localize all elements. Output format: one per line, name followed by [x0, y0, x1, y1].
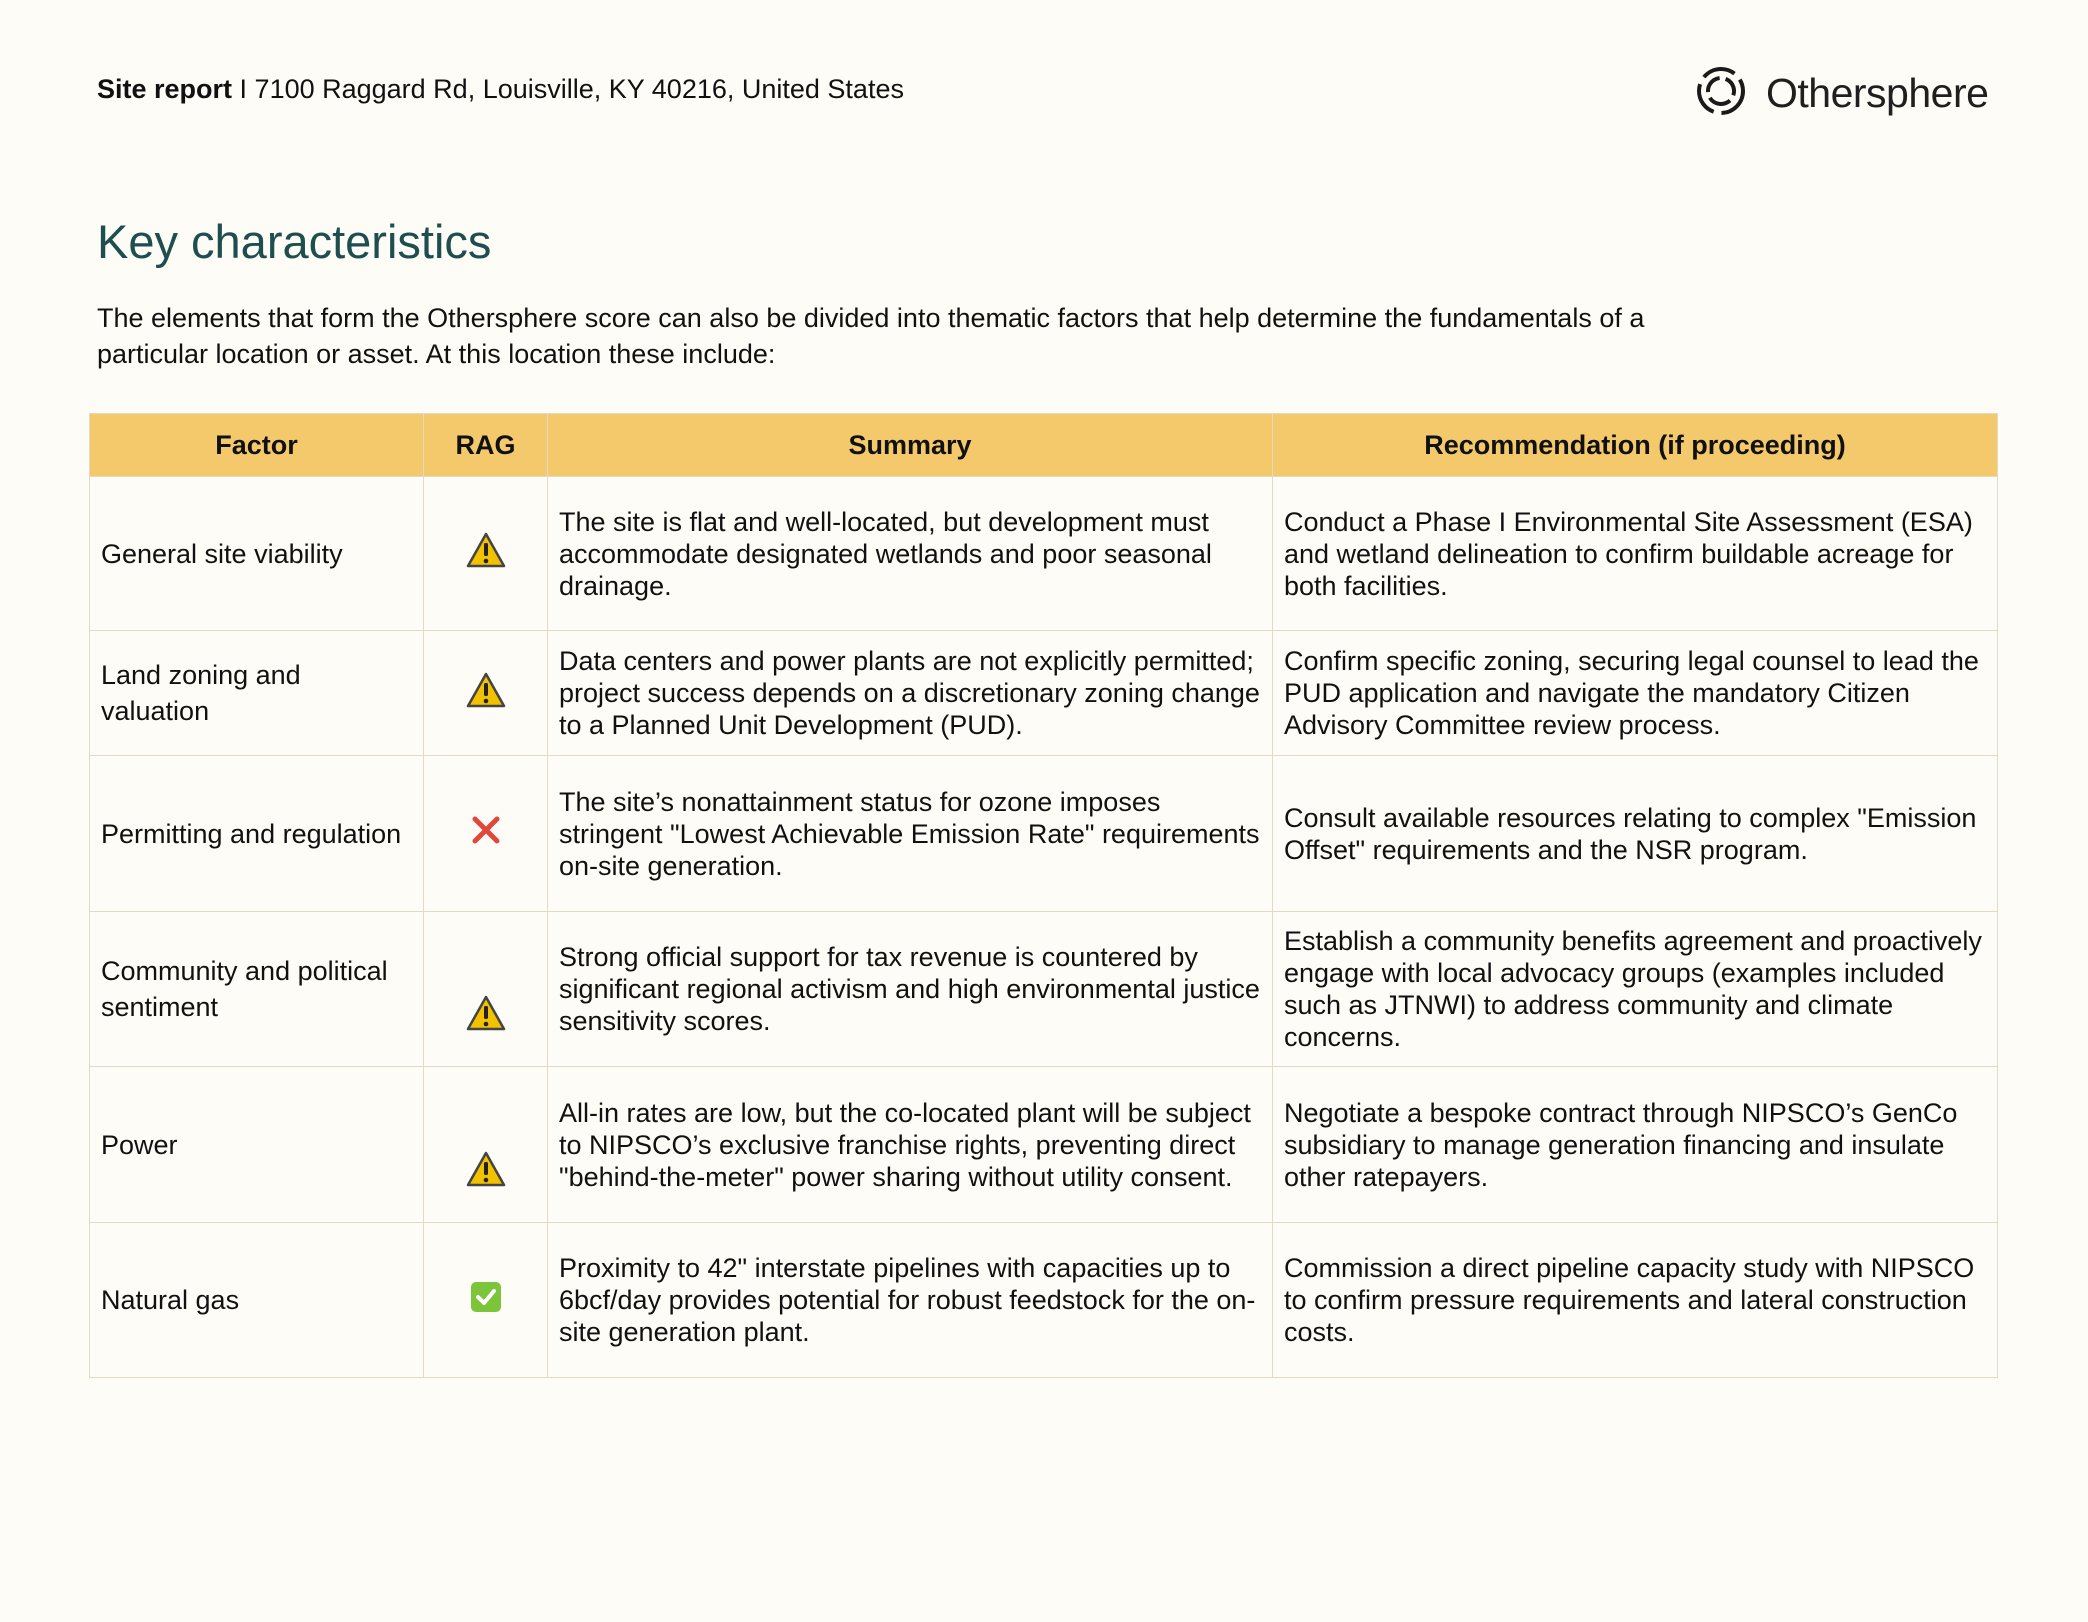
othersphere-logo-icon — [1692, 62, 1750, 125]
site-address: 7100 Raggard Rd, Louisville, KY 40216, United States — [254, 74, 904, 104]
factor-cell: Permitting and regulation — [90, 756, 424, 912]
table-row — [90, 631, 1998, 756]
factor-cell: General site viability — [90, 477, 424, 631]
table-row — [90, 756, 1998, 912]
summary-cell: Data centers and power plants are not explicitly permitted; project success depends on a discretionary zoning change to a Planned Unit Development (PUD). — [548, 631, 1273, 756]
report-label: Site report — [97, 74, 233, 104]
header-rag: RAG — [424, 414, 548, 477]
table-row — [90, 1067, 1998, 1223]
table-row — [90, 477, 1998, 631]
intro-paragraph: The elements that form the Othersphere score can also be divided into thematic factors that help determine the fundamentals of a particular location or asset. At this location these include: — [97, 303, 1645, 369]
header-summary: Summary — [548, 414, 1273, 477]
header-recommendation: Recommendation (if proceeding) — [1273, 414, 1998, 477]
recommendation-cell: Consult available resources relating to complex "Emission Offset" requirements and the NSR program. — [1273, 756, 1998, 912]
summary-cell: All-in rates are low, but the co-located plant will be subject to NIPSCO’s exclusive franchise rights, preventing direct "behind-the-meter" power sharing without utility consent. — [548, 1067, 1273, 1223]
summary-cell: Strong official support for tax revenue is countered by significant regional activism and high environmental justice sensitivity scores. — [548, 912, 1273, 1067]
table-row — [90, 912, 1998, 1067]
report-header — [97, 74, 904, 105]
factor-cell: Natural gas — [90, 1223, 424, 1378]
check-icon — [470, 1281, 502, 1320]
factor-cell: Land zoning and valuation — [90, 631, 424, 756]
rag-cell — [424, 477, 548, 631]
warning-icon — [466, 1151, 506, 1194]
recommendation-cell: Commission a direct pipeline capacity study with NIPSCO to confirm pressure requirements and lateral construction costs. — [1273, 1223, 1998, 1378]
header-separator: I — [232, 74, 255, 104]
factor-cell: Community and political sentiment — [90, 912, 424, 1067]
factor-cell: Power — [90, 1067, 424, 1223]
recommendation-cell: Negotiate a bespoke contract through NIPSCO’s GenCo subsidiary to manage generation financing and insulate other ratepayers. — [1273, 1067, 1998, 1223]
warning-icon — [466, 672, 506, 715]
summary-cell: The site is flat and well-located, but development must accommodate designated wetlands and poor seasonal drainage. — [548, 477, 1273, 631]
page-title: Key characteristics — [97, 215, 492, 268]
othersphere-logo — [1692, 62, 1988, 125]
warning-icon — [466, 995, 506, 1038]
rag-cell — [424, 1223, 548, 1378]
logo-wordmark: Othersphere — [1766, 70, 1989, 116]
rag-cell — [424, 631, 548, 756]
cross-icon — [470, 814, 502, 853]
summary-cell: Proximity to 42" interstate pipelines with capacities up to 6bcf/day provides potential for robust feedstock for the on-site generation plant. — [548, 1223, 1273, 1378]
recommendation-cell: Conduct a Phase I Environmental Site Assessment (ESA) and wetland delineation to confirm buildable acreage for both facilities. — [1273, 477, 1998, 631]
rag-cell — [424, 912, 548, 1067]
characteristics-table — [89, 413, 1998, 1378]
table-header-row — [90, 414, 1998, 477]
recommendation-cell: Establish a community benefits agreement and proactively engage with local advocacy groups (examples included such as JTNWI) to address community and climate concerns. — [1273, 912, 1998, 1067]
summary-cell: The site’s nonattainment status for ozone imposes stringent "Lowest Achievable Emission Rate" requirements on-site generation. — [548, 756, 1273, 912]
warning-icon — [466, 532, 506, 575]
rag-cell — [424, 756, 548, 912]
rag-cell — [424, 1067, 548, 1223]
header-factor: Factor — [90, 414, 424, 477]
recommendation-cell: Confirm specific zoning, securing legal counsel to lead the PUD application and navigate the mandatory Citizen Advisory Committee review process. — [1273, 631, 1998, 756]
table-row — [90, 1223, 1998, 1378]
